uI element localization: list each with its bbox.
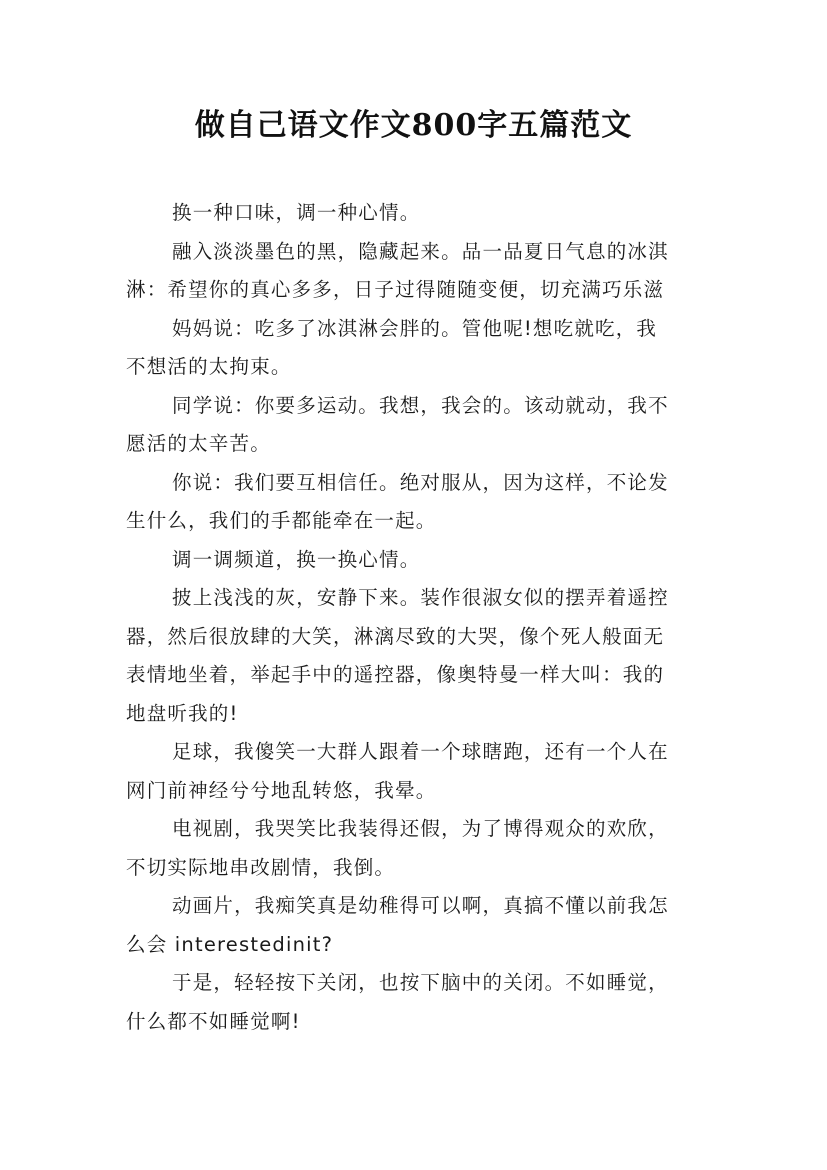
text-line: 披上浅浅的灰，安静下来。装作很淑女似的摆弄着遥控 (172, 586, 669, 609)
text-line: 电视剧，我哭笑比我装得还假，为了博得观众的欢欣， (172, 817, 669, 840)
text-line: 动画片，我痴笑真是幼稚得可以啊，真搞不懂以前我怎 (172, 894, 669, 917)
paragraph (126, 810, 704, 887)
text-line: 于是，轻轻按下关闭，也按下脑中的关闭。不如睡觉， (172, 971, 669, 994)
text-line: 生什么，我们的手都能牵在一起。 (126, 509, 437, 532)
paragraph (126, 887, 704, 964)
text-line: 么会 interestedinit? (126, 932, 334, 956)
text-line: 换一种口味，调一种心情。 (172, 201, 421, 224)
paragraph (126, 733, 704, 810)
text-line: 愿活的太辛苦。 (126, 432, 271, 455)
paragraph (126, 579, 704, 733)
paragraph (126, 310, 704, 387)
text-line: 足球，我傻笑一大群人跟着一个球瞎跑，还有一个人在 (172, 740, 669, 763)
document-title: 做自己语文作文800字五篇范文 (194, 108, 633, 143)
text-line: 妈妈说：吃多了冰淇淋会胖的。管他呢!想吃就吃，我 (172, 316, 658, 340)
text-line: 器，然后很放肆的大笑，淋漓尽致的大哭，像个死人般面无 (126, 624, 665, 648)
text-line: 不切实际地串改剧情，我倒。 (126, 855, 396, 879)
text-line: 融入淡淡墨色的黑，隐藏起来。品一品夏日气息的冰淇 (172, 239, 669, 263)
text-line: 调一调频道，换一换心情。 (172, 547, 421, 571)
text-line: 你说：我们要互相信任。绝对服从，因为这样，不论发 (172, 470, 669, 494)
text-line: 不想活的太拘束。 (126, 355, 292, 378)
text-line: 什么都不如睡觉啊! (126, 1009, 301, 1033)
text-line: 同学说：你要多运动。我想，我会的。该动就动，我不 (172, 393, 669, 417)
text-line: 表情地坐着，举起手中的遥控器，像奥特曼一样大叫：我的 (126, 663, 665, 686)
text-line: 淋：希望你的真心多多，日子过得随随变便，切充满巧乐滋 (126, 278, 665, 301)
paragraph (126, 233, 704, 310)
paragraph (126, 964, 704, 1041)
paragraph (126, 387, 704, 464)
text-line: 地盘听我的! (126, 701, 239, 725)
paragraph (126, 464, 704, 541)
paragraph (126, 541, 704, 580)
document-body (126, 194, 704, 1041)
paragraph (126, 194, 704, 233)
text-line: 网门前神经兮兮地乱转悠，我晕。 (126, 778, 437, 802)
